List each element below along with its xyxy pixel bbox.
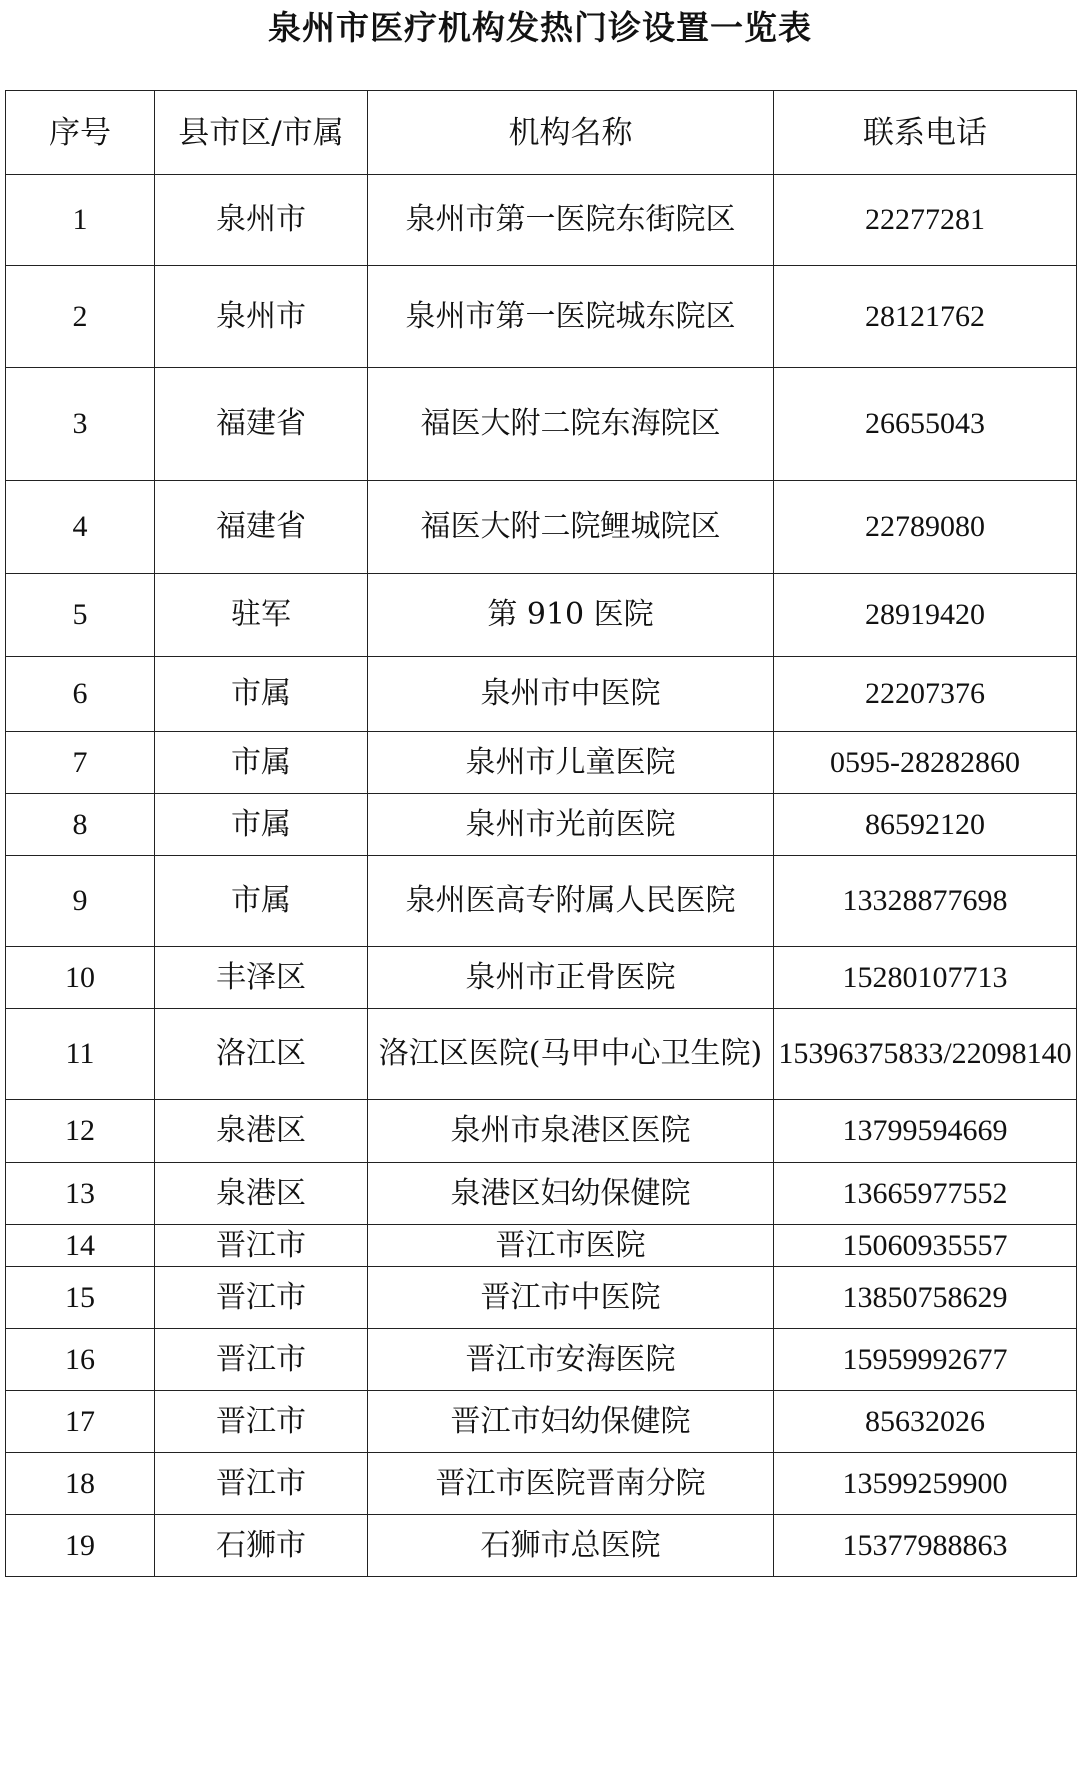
cell-name: 泉州市泉港区医院 bbox=[368, 1100, 774, 1163]
table-row bbox=[6, 1225, 1077, 1267]
cell-seq: 15 bbox=[6, 1267, 155, 1329]
cell-district: 市属 bbox=[155, 657, 368, 732]
cell-name: 石狮市总医院 bbox=[368, 1515, 774, 1577]
table-row bbox=[6, 266, 1077, 368]
cell-tel: 13328877698 bbox=[774, 856, 1077, 947]
cell-tel: 22207376 bbox=[774, 657, 1077, 732]
cell-tel: 85632026 bbox=[774, 1391, 1077, 1453]
cell-seq: 13 bbox=[6, 1163, 155, 1225]
cell-tel: 22789080 bbox=[774, 481, 1077, 574]
cell-district: 福建省 bbox=[155, 481, 368, 574]
cell-tel: 22277281 bbox=[774, 175, 1077, 266]
cell-seq: 10 bbox=[6, 947, 155, 1009]
cell-tel: 86592120 bbox=[774, 794, 1077, 856]
cell-seq: 7 bbox=[6, 732, 155, 794]
table-row bbox=[6, 947, 1077, 1009]
cell-name: 泉州市正骨医院 bbox=[368, 947, 774, 1009]
cell-name: 泉州市中医院 bbox=[368, 657, 774, 732]
cell-seq: 16 bbox=[6, 1329, 155, 1391]
cell-tel: 0595-28282860 bbox=[774, 732, 1077, 794]
cell-name: 泉港区妇幼保健院 bbox=[368, 1163, 774, 1225]
cell-tel: 13850758629 bbox=[774, 1267, 1077, 1329]
cell-name: 福医大附二院东海院区 bbox=[368, 368, 774, 481]
table-row bbox=[6, 1100, 1077, 1163]
column-header-district: 县市区/市属 bbox=[155, 91, 368, 175]
table-header bbox=[6, 91, 1077, 175]
header-row bbox=[6, 91, 1077, 175]
cell-district: 晋江市 bbox=[155, 1329, 368, 1391]
cell-tel: 26655043 bbox=[774, 368, 1077, 481]
cell-name: 晋江市中医院 bbox=[368, 1267, 774, 1329]
cell-name: 晋江市医院晋南分院 bbox=[368, 1453, 774, 1515]
cell-tel: 28121762 bbox=[774, 266, 1077, 368]
cell-tel: 13799594669 bbox=[774, 1100, 1077, 1163]
cell-tel: 13599259900 bbox=[774, 1453, 1077, 1515]
cell-tel: 13665977552 bbox=[774, 1163, 1077, 1225]
table-row bbox=[6, 1329, 1077, 1391]
cell-seq: 1 bbox=[6, 175, 155, 266]
cell-name: 洛江区医院(马甲中心卫生院) bbox=[368, 1009, 774, 1100]
cell-name: 泉州医高专附属人民医院 bbox=[368, 856, 774, 947]
table-row bbox=[6, 1453, 1077, 1515]
cell-seq: 2 bbox=[6, 266, 155, 368]
column-header-name: 机构名称 bbox=[368, 91, 774, 175]
cell-name: 福医大附二院鲤城院区 bbox=[368, 481, 774, 574]
cell-name: 泉州市第一医院东街院区 bbox=[368, 175, 774, 266]
cell-name: 晋江市安海医院 bbox=[368, 1329, 774, 1391]
cell-district: 丰泽区 bbox=[155, 947, 368, 1009]
cell-seq: 8 bbox=[6, 794, 155, 856]
cell-seq: 19 bbox=[6, 1515, 155, 1577]
cell-name: 晋江市医院 bbox=[368, 1225, 774, 1267]
cell-district: 市属 bbox=[155, 856, 368, 947]
table-row bbox=[6, 1163, 1077, 1225]
cell-seq: 9 bbox=[6, 856, 155, 947]
table-row bbox=[6, 175, 1077, 266]
cell-district: 晋江市 bbox=[155, 1391, 368, 1453]
cell-district: 泉港区 bbox=[155, 1163, 368, 1225]
cell-district: 泉港区 bbox=[155, 1100, 368, 1163]
fever-clinic-table bbox=[5, 90, 1077, 1577]
table-row bbox=[6, 856, 1077, 947]
cell-district: 市属 bbox=[155, 732, 368, 794]
cell-tel: 15396375833/22098140 bbox=[774, 1009, 1077, 1100]
page-title: 泉州市医疗机构发热门诊设置一览表 bbox=[268, 8, 812, 47]
cell-district: 福建省 bbox=[155, 368, 368, 481]
cell-seq: 4 bbox=[6, 481, 155, 574]
cell-seq: 3 bbox=[6, 368, 155, 481]
cell-seq: 11 bbox=[6, 1009, 155, 1100]
cell-district: 石狮市 bbox=[155, 1515, 368, 1577]
cell-seq: 17 bbox=[6, 1391, 155, 1453]
cell-district: 市属 bbox=[155, 794, 368, 856]
cell-tel: 15280107713 bbox=[774, 947, 1077, 1009]
cell-seq: 18 bbox=[6, 1453, 155, 1515]
table-row bbox=[6, 732, 1077, 794]
cell-seq: 5 bbox=[6, 574, 155, 657]
table-row bbox=[6, 368, 1077, 481]
cell-seq: 14 bbox=[6, 1225, 155, 1267]
column-header-tel: 联系电话 bbox=[774, 91, 1077, 175]
cell-name: 泉州市光前医院 bbox=[368, 794, 774, 856]
cell-district: 泉州市 bbox=[155, 175, 368, 266]
cell-name: 泉州市第一医院城东院区 bbox=[368, 266, 774, 368]
cell-name: 第 910 医院 bbox=[368, 574, 774, 657]
cell-district: 驻军 bbox=[155, 574, 368, 657]
table-row bbox=[6, 481, 1077, 574]
cell-tel: 15377988863 bbox=[774, 1515, 1077, 1577]
cell-district: 晋江市 bbox=[155, 1225, 368, 1267]
table-row bbox=[6, 574, 1077, 657]
table-row bbox=[6, 657, 1077, 732]
column-header-seq: 序号 bbox=[6, 91, 155, 175]
cell-name: 晋江市妇幼保健院 bbox=[368, 1391, 774, 1453]
cell-district: 泉州市 bbox=[155, 266, 368, 368]
cell-seq: 6 bbox=[6, 657, 155, 732]
table-row bbox=[6, 1391, 1077, 1453]
table-row bbox=[6, 1515, 1077, 1577]
cell-seq: 12 bbox=[6, 1100, 155, 1163]
cell-district: 晋江市 bbox=[155, 1267, 368, 1329]
cell-tel: 28919420 bbox=[774, 574, 1077, 657]
cell-district: 晋江市 bbox=[155, 1453, 368, 1515]
table-body bbox=[6, 175, 1077, 1577]
table-row bbox=[6, 1267, 1077, 1329]
table-row bbox=[6, 1009, 1077, 1100]
cell-district: 洛江区 bbox=[155, 1009, 368, 1100]
cell-name: 泉州市儿童医院 bbox=[368, 732, 774, 794]
table-row bbox=[6, 794, 1077, 856]
cell-tel: 15959992677 bbox=[774, 1329, 1077, 1391]
cell-tel: 15060935557 bbox=[774, 1225, 1077, 1267]
